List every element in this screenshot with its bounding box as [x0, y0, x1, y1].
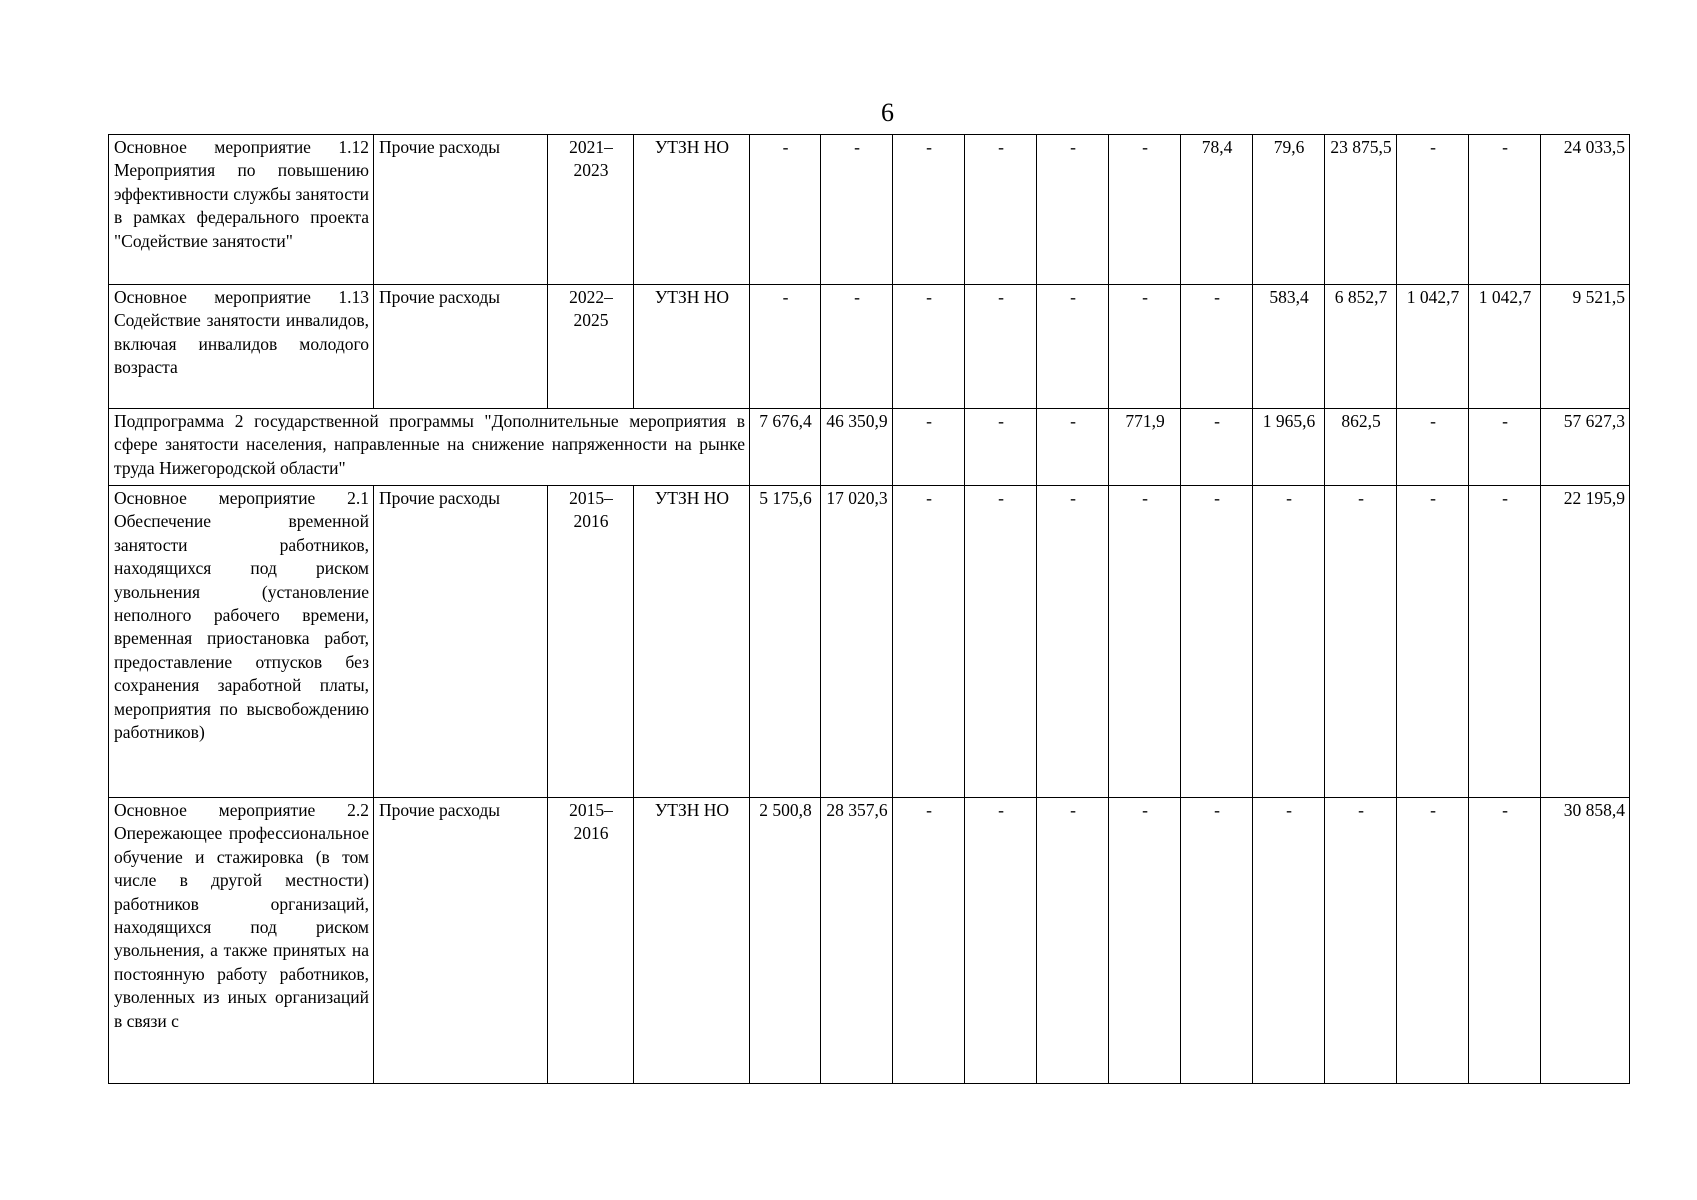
year-value: 1 042,7: [1469, 285, 1541, 409]
year-value: 771,9: [1109, 409, 1181, 486]
year-value: -: [1181, 486, 1253, 798]
year-value: 28 357,6: [821, 798, 893, 1084]
page-number: 6: [881, 98, 894, 127]
event-name: Основное мероприятие 2.1 Обеспечение временной занятости работников, находящихся под риском увольнения (установление неполного рабочего времени, временная приостановка работ, предоставление отпусков без сохранения заработной платы, мероприятия по высвобождению работников): [109, 486, 374, 798]
year-value: -: [1397, 135, 1469, 285]
table-row: [109, 486, 1630, 798]
event-name: Основное мероприятие 1.13 Содействие занятости инвалидов, включая инвалидов молодого возраста: [109, 285, 374, 409]
year-value: 79,6: [1253, 135, 1325, 285]
year-value: -: [1325, 798, 1397, 1084]
year-value: -: [893, 798, 965, 1084]
year-value: -: [1037, 135, 1109, 285]
year-value: -: [1109, 798, 1181, 1084]
year-value: -: [965, 409, 1037, 486]
table-row: [109, 409, 1630, 486]
year-value: -: [1325, 486, 1397, 798]
year-value: -: [1181, 798, 1253, 1084]
expense-type: Прочие расходы: [374, 135, 548, 285]
year-value: -: [821, 135, 893, 285]
total-value: 22 195,9: [1541, 486, 1630, 798]
year-value: -: [1037, 285, 1109, 409]
year-value: 2 500,8: [750, 798, 821, 1084]
year-value: -: [750, 135, 821, 285]
year-value: -: [750, 285, 821, 409]
year-value: -: [965, 798, 1037, 1084]
year-value: -: [965, 486, 1037, 798]
period: 2015–2016: [548, 486, 634, 798]
year-value: 78,4: [1181, 135, 1253, 285]
total-value: 30 858,4: [1541, 798, 1630, 1084]
total-value: 9 521,5: [1541, 285, 1630, 409]
event-name: Основное мероприятие 1.12 Мероприятия по повышению эффективности службы занятости в рамках федерального проекта "Содействие занятости": [109, 135, 374, 285]
year-value: -: [1469, 135, 1541, 285]
period: 2021–2023: [548, 135, 634, 285]
year-value: 583,4: [1253, 285, 1325, 409]
year-value: -: [893, 486, 965, 798]
year-value: -: [893, 135, 965, 285]
year-value: 1 042,7: [1397, 285, 1469, 409]
year-value: -: [1397, 409, 1469, 486]
year-value: -: [1397, 486, 1469, 798]
year-value: 5 175,6: [750, 486, 821, 798]
year-value: -: [1469, 409, 1541, 486]
year-value: -: [1037, 409, 1109, 486]
subprogram-name: Подпрограмма 2 государственной программы "Дополнительные мероприятия в сфере занятости населения, направленные на снижение напряженности на рынке труда Нижегородской области": [109, 409, 750, 486]
table-row: [109, 285, 1630, 409]
year-value: -: [965, 135, 1037, 285]
year-value: -: [893, 285, 965, 409]
year-value: 862,5: [1325, 409, 1397, 486]
year-value: -: [821, 285, 893, 409]
table-row: [109, 135, 1630, 285]
period: 2015–2016: [548, 798, 634, 1084]
table-row: [109, 798, 1630, 1084]
year-value: 7 676,4: [750, 409, 821, 486]
total-value: 24 033,5: [1541, 135, 1630, 285]
year-value: 1 965,6: [1253, 409, 1325, 486]
year-value: -: [965, 285, 1037, 409]
year-value: -: [1469, 798, 1541, 1084]
year-value: 23 875,5: [1325, 135, 1397, 285]
year-value: -: [1181, 409, 1253, 486]
year-value: -: [1109, 486, 1181, 798]
expense-type: Прочие расходы: [374, 285, 548, 409]
year-value: -: [1469, 486, 1541, 798]
year-value: -: [1037, 486, 1109, 798]
expense-type: Прочие расходы: [374, 486, 548, 798]
period: 2022–2025: [548, 285, 634, 409]
year-value: 46 350,9: [821, 409, 893, 486]
year-value: -: [893, 409, 965, 486]
executor: УТЗН НО: [634, 486, 750, 798]
year-value: -: [1037, 798, 1109, 1084]
year-value: 6 852,7: [1325, 285, 1397, 409]
year-value: -: [1253, 486, 1325, 798]
year-value: -: [1253, 798, 1325, 1084]
executor: УТЗН НО: [634, 798, 750, 1084]
year-value: -: [1397, 798, 1469, 1084]
year-value: -: [1109, 135, 1181, 285]
event-name: Основное мероприятие 2.2 Опережающее профессиональное обучение и стажировка (в том числе в другой местности) работников организаций, находящихся под риском увольнения, а также принятых на постоянную работу работников, уволенных из иных организаций в связи с: [109, 798, 374, 1084]
year-value: -: [1181, 285, 1253, 409]
year-value: 17 020,3: [821, 486, 893, 798]
expense-type: Прочие расходы: [374, 798, 548, 1084]
year-value: -: [1109, 285, 1181, 409]
total-value: 57 627,3: [1541, 409, 1630, 486]
executor: УТЗН НО: [634, 135, 750, 285]
budget-table: [108, 134, 1630, 1084]
executor: УТЗН НО: [634, 285, 750, 409]
